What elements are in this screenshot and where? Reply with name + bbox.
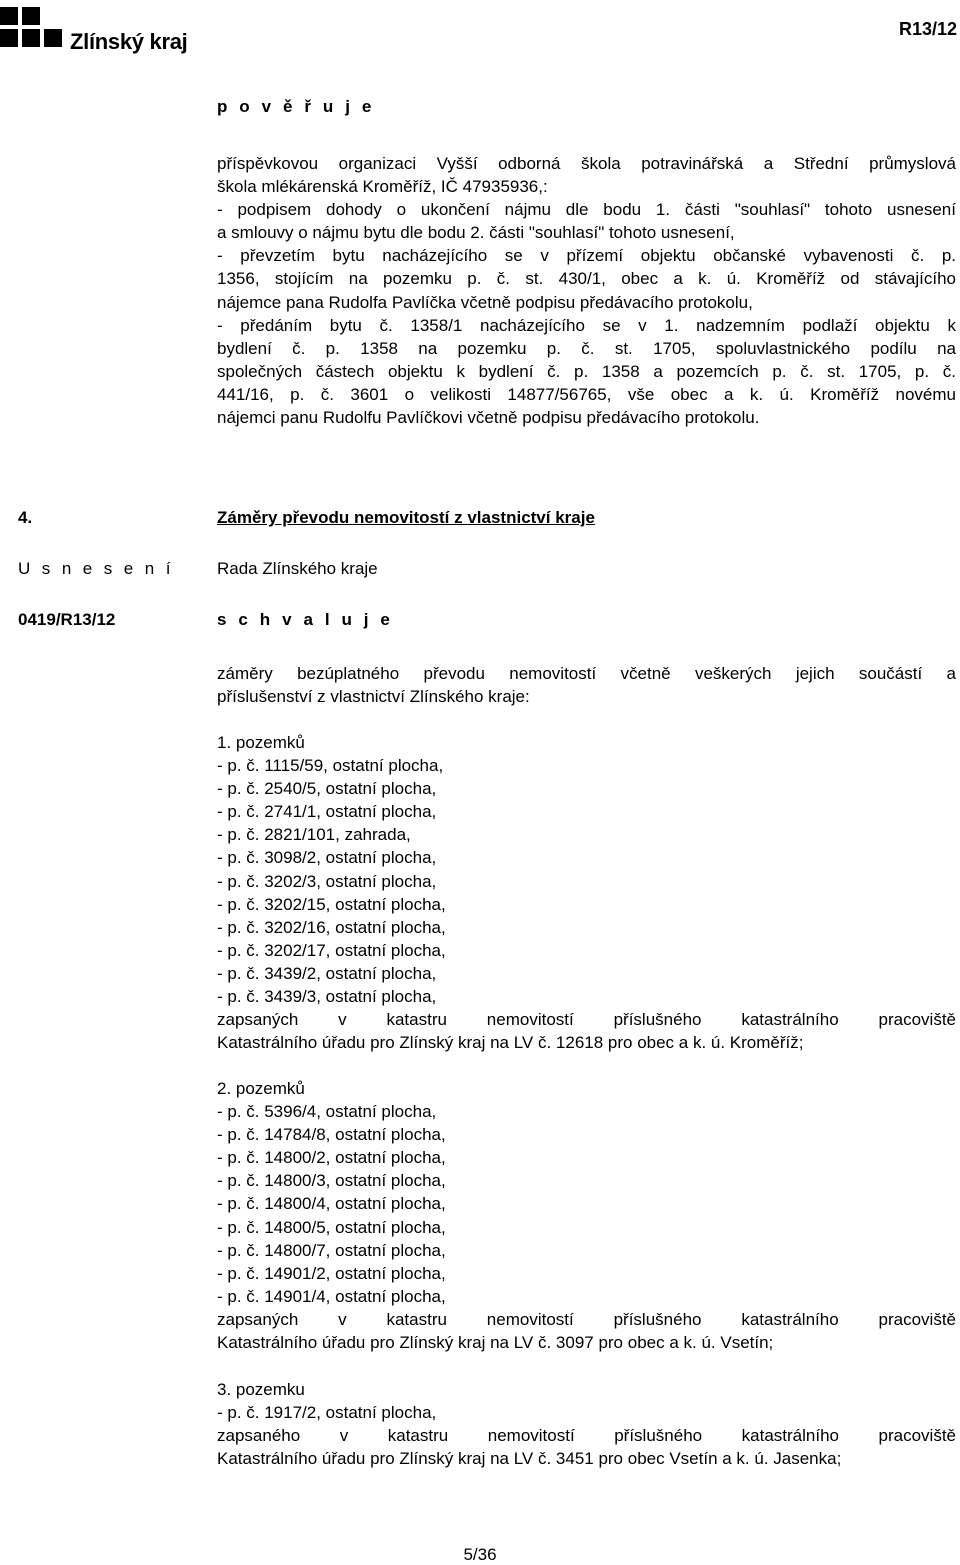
paragraph-line: příslušenství z vlastnictví Zlínského kraje: (217, 687, 530, 707)
paragraph-line: nájemce pana Rudolfa Pavlíčka včetně podpisu předávacího protokolu, (217, 292, 753, 312)
paragraph-line: - podpisem dohody o ukončení nájmu dle bodu 1. části "souhlasí" tohoto usnesení (217, 200, 956, 220)
list-item: - p. č. 1917/2, ostatní plocha, (217, 1403, 437, 1423)
list-item: - p. č. 14901/2, ostatní plocha, (217, 1263, 446, 1283)
list-item: - p. č. 3439/3, ostatní plocha, (217, 987, 437, 1007)
list-item: - p. č. 14800/2, ostatní plocha, (217, 1148, 446, 1168)
list-item: - p. č. 2821/101, zahrada, (217, 825, 411, 845)
issuing-body: Rada Zlínského kraje (217, 559, 378, 578)
list-item: - p. č. 3202/17, ostatní plocha, (217, 940, 446, 960)
registry-line: zapsaných v katastru nemovitostí příslušného katastrálního pracoviště (217, 1309, 956, 1329)
list-item: - p. č. 3202/15, ostatní plocha, (217, 894, 446, 914)
list-item: - p. č. 14784/8, ostatní plocha, (217, 1125, 446, 1145)
paragraph-line: - předáním bytu č. 1358/1 nacházejícího se v 1. nadzemním podlaží objektu k (217, 315, 956, 335)
list-item: - p. č. 3098/2, ostatní plocha, (217, 848, 437, 868)
paragraph-line: záměry bezúplatného převodu nemovitostí včetně veškerých jejich součástí a (217, 664, 956, 683)
parcel-group-3 (217, 1378, 956, 1470)
intro-paragraph (217, 662, 956, 708)
list-item: - p. č. 5396/4, ostatní plocha, (217, 1102, 437, 1122)
section-heading-poveruje: p o v ě ř u j e (217, 97, 375, 116)
paragraph-line: nájemci panu Rudolfu Pavlíčkovi včetně podpisu předávacího protokolu. (217, 408, 760, 428)
paragraph-line: 441/16, p. č. 3601 o velikosti 14877/56765, vše obec a k. ú. Kroměříž novému (217, 384, 956, 404)
paragraph-line: a smlouvy o nájmu bytu dle bodu 2. části "souhlasí" tohoto usnesení, (217, 223, 735, 243)
paragraph-line: příspěvkovou organizaci Vyšší odborná škola potravinářská a Střední průmyslová (217, 154, 956, 173)
section-heading-schvaluje: s c h v a l u j e (217, 610, 394, 629)
paragraph-line: společných částech objektu k bydlení č. p. 1358 a pozemcích p. č. st. 1705, p. č. (217, 361, 956, 381)
logo-text: Zlínský kraj (70, 29, 188, 54)
list-item: - p. č. 14800/5, ostatní plocha, (217, 1217, 446, 1237)
group-title: 1. pozemků (217, 733, 305, 752)
list-item: - p. č. 3439/2, ostatní plocha, (217, 963, 437, 983)
group-title: 2. pozemků (217, 1079, 305, 1098)
list-item: - p. č. 14901/4, ostatní plocha, (217, 1286, 446, 1306)
parcel-group-2 (217, 1077, 956, 1354)
registry-line: zapsaných v katastru nemovitostí příslušného katastrálního pracoviště (217, 1010, 956, 1030)
item-title: Záměry převodu nemovitostí z vlastnictví kraje (217, 508, 595, 527)
item-number: 4. (18, 508, 33, 527)
poveruje-paragraph (217, 152, 956, 429)
zlinsky-kraj-logo (0, 7, 200, 53)
paragraph-line: bydlení č. p. 1358 na pozemku p. č. st. 1705, spoluvlastnického podílu na (217, 338, 956, 358)
list-item: - p. č. 14800/7, ostatní plocha, (217, 1240, 446, 1260)
list-item: - p. č. 14800/4, ostatní plocha, (217, 1194, 446, 1214)
list-item: - p. č. 14800/3, ostatní plocha, (217, 1171, 446, 1191)
parcel-group-1 (217, 731, 956, 1054)
list-item: - p. č. 2741/1, ostatní plocha, (217, 802, 437, 822)
page-number: 5/36 (463, 1545, 497, 1564)
registry-line: Katastrálního úřadu pro Zlínský kraj na LV č. 12618 pro obec a k. ú. Kroměříž; (217, 1033, 804, 1053)
list-item: - p. č. 1115/59, ostatní plocha, (217, 756, 444, 776)
paragraph-line: - převzetím bytu nacházejícího se v přízemí objektu občanské vybavenosti č. p. (217, 246, 956, 266)
registry-line: Katastrálního úřadu pro Zlínský kraj na LV č. 3451 pro obec Vsetín a k. ú. Jasenka; (217, 1449, 842, 1469)
usneseni-label: U s n e s e n í (18, 559, 174, 578)
group-title: 3. pozemku (217, 1380, 305, 1399)
document-number: R13/12 (898, 19, 957, 39)
logo-squares-icon (0, 7, 66, 53)
paragraph-line: škola mlékárenská Kroměříž, IČ 47935936,: (217, 177, 548, 197)
registry-line: Katastrálního úřadu pro Zlínský kraj na LV č. 3097 pro obec a k. ú. Vsetín; (217, 1333, 774, 1353)
resolution-id: 0419/R13/12 (18, 610, 116, 629)
list-item: - p. č. 3202/16, ostatní plocha, (217, 917, 446, 937)
list-item: - p. č. 2540/5, ostatní plocha, (217, 779, 437, 799)
paragraph-line: 1356, stojícím na pozemku p. č. st. 430/1, obec a k. ú. Kroměříž od stávajícího (217, 269, 956, 289)
registry-line: zapsaného v katastru nemovitostí příslušného katastrálního pracoviště (217, 1426, 956, 1446)
list-item: - p. č. 3202/3, ostatní plocha, (217, 871, 437, 891)
